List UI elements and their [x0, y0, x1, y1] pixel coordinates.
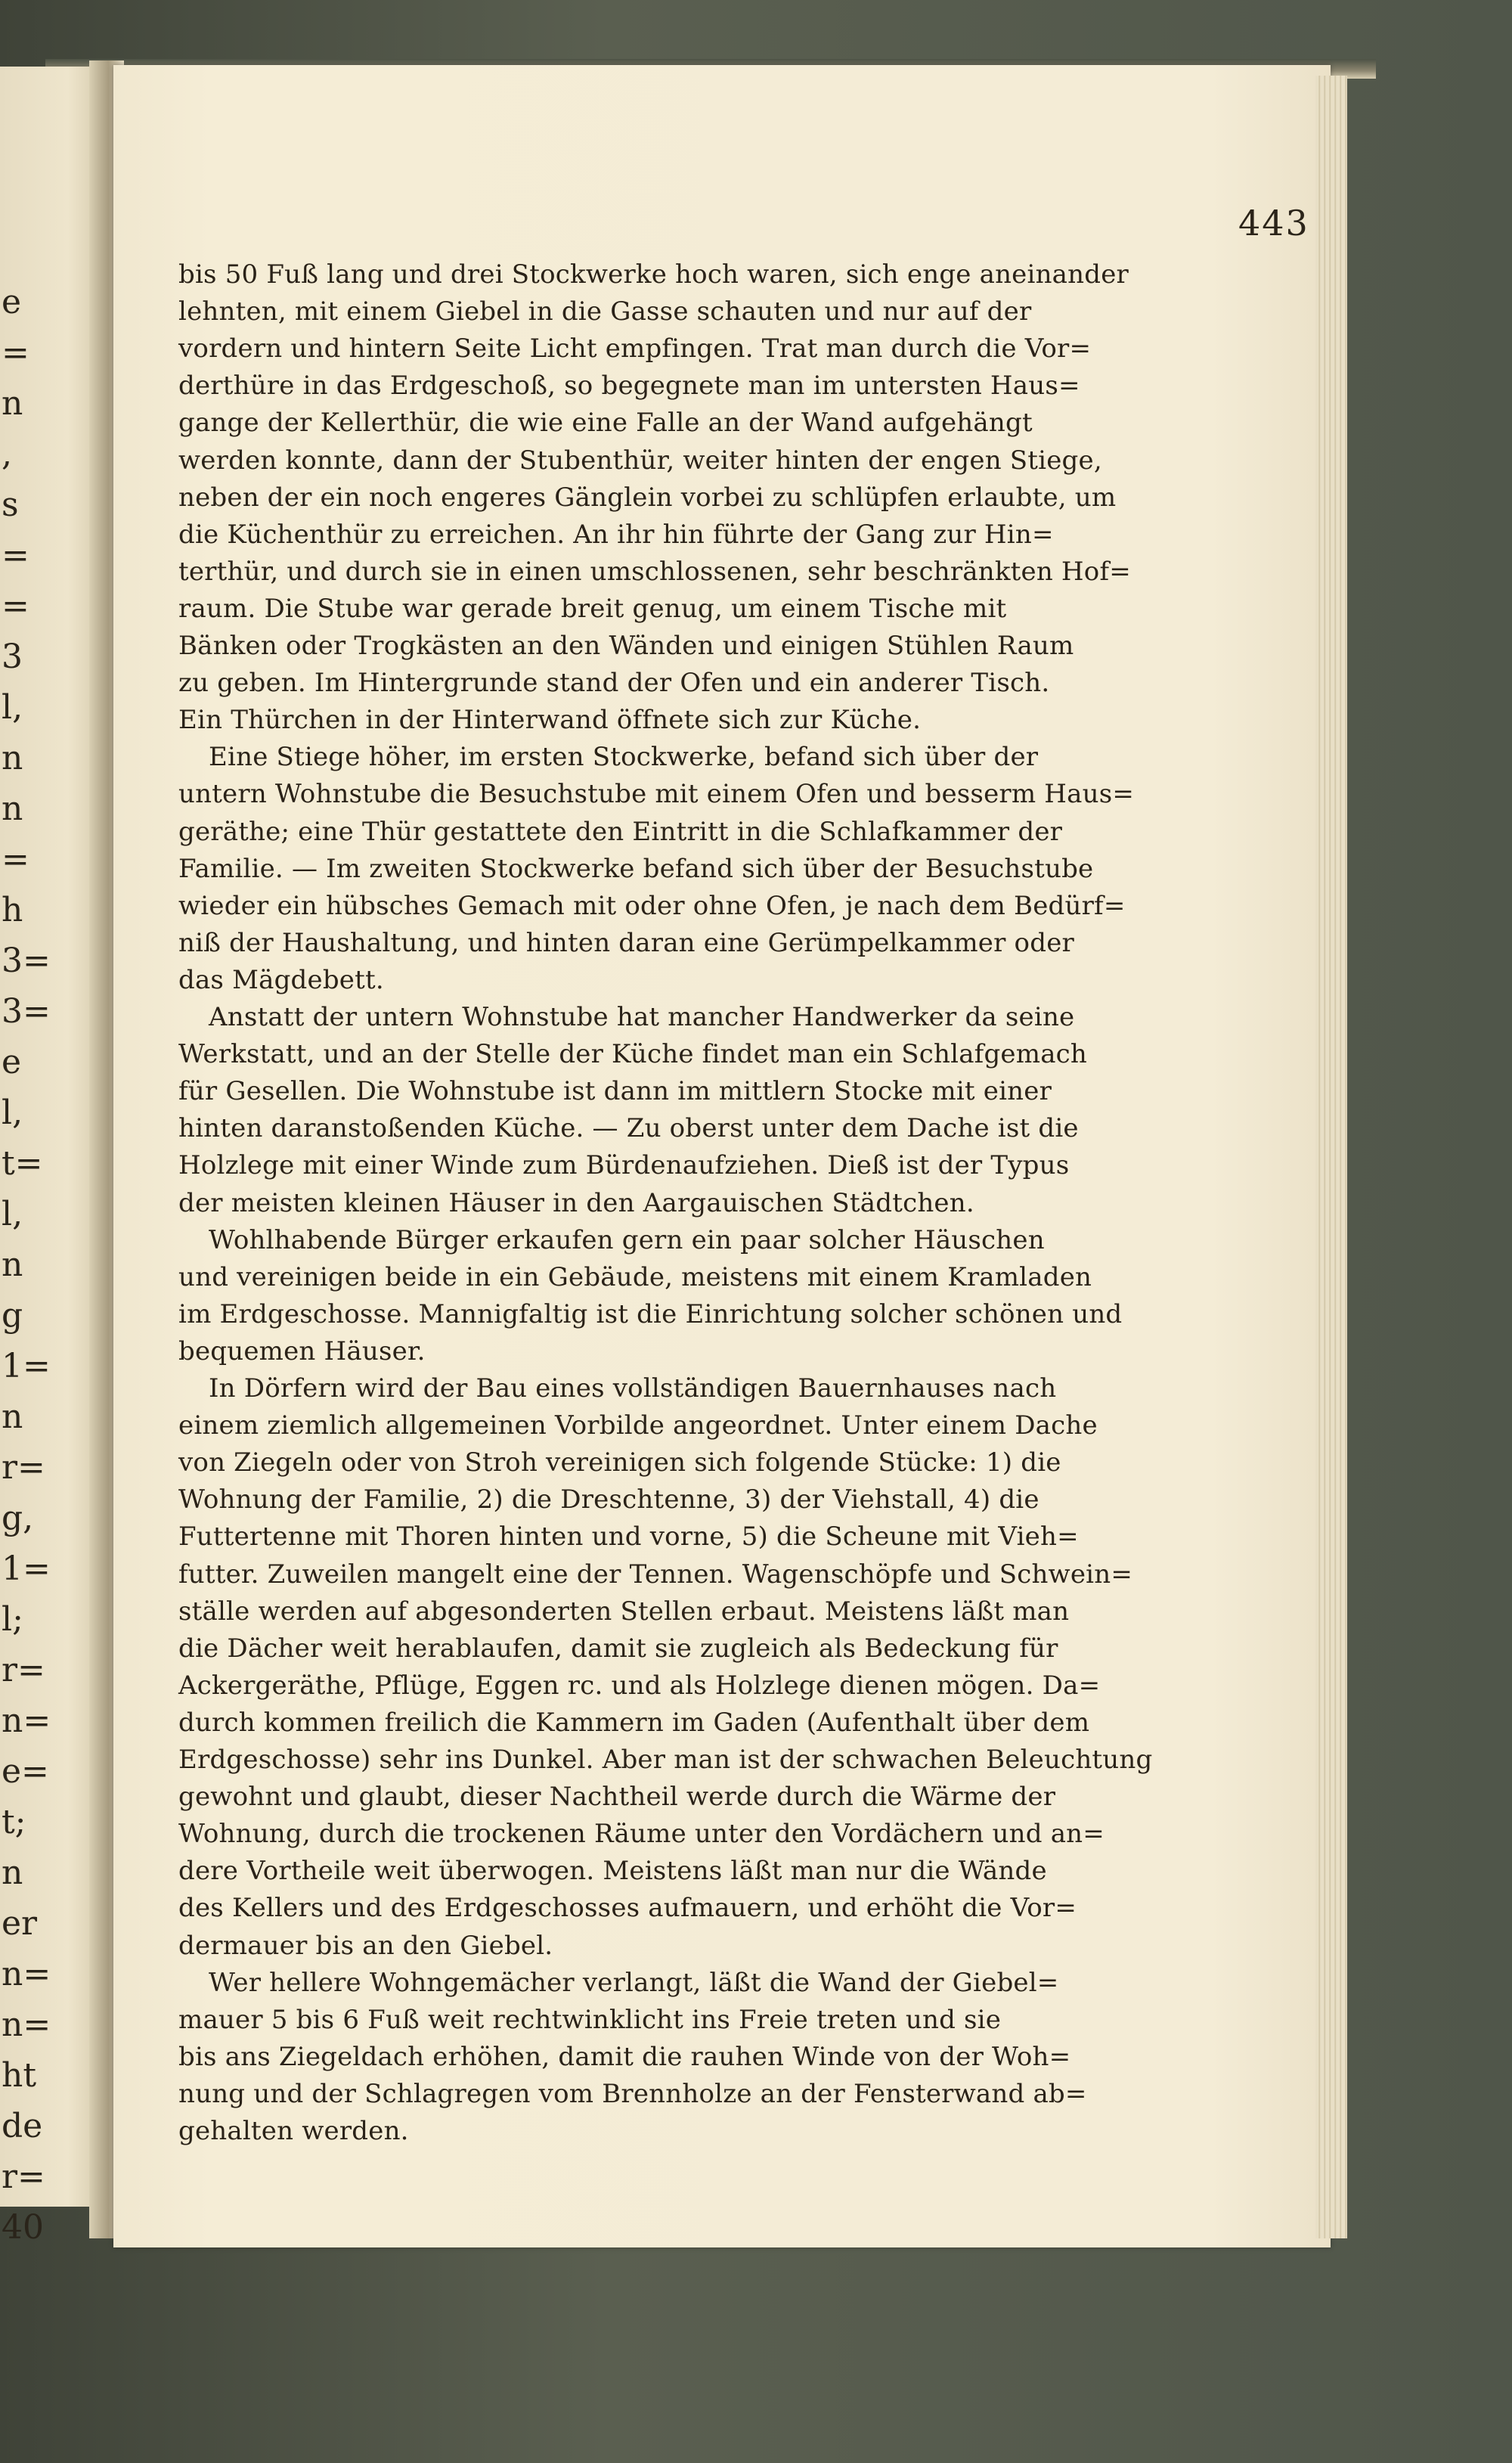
left-page-fragment: n=: [2, 2005, 51, 2044]
left-page-fragment: r=: [2, 1448, 45, 1487]
text-line: Werkstatt, und an der Stelle der Küche findet man ein Schlafgemach: [178, 1039, 1088, 1070]
left-page-fragment: l,: [2, 1093, 23, 1132]
text-line: lehnten, mit einem Giebel in die Gasse schauten und nur auf der: [178, 296, 1032, 327]
left-page-fragment: s: [2, 485, 19, 524]
left-page-fragment: ht: [2, 2056, 37, 2095]
left-page-fragment: n: [2, 1397, 23, 1436]
left-page-fragment: r=: [2, 2157, 45, 2196]
text-line: niß der Haushaltung, und hinten daran eine Gerümpelkammer oder: [178, 927, 1074, 958]
left-page-fragment: 1=: [2, 1549, 51, 1588]
left-page-fragment: 3=: [2, 992, 51, 1031]
text-line: Ein Thürchen in der Hinterwand öffnete sich zur Küche.: [178, 705, 922, 736]
left-page-fragment: e: [2, 1043, 22, 1081]
left-page-fragment: =: [2, 840, 29, 879]
text-line: einem ziemlich allgemeinen Vorbilde angeordnet. Unter einem Dache: [178, 1410, 1098, 1441]
text-line: vordern und hintern Seite Licht empfingen. Trat man durch die Vor=: [178, 333, 1092, 364]
text-line: für Gesellen. Die Wohnstube ist dann im mittlern Stocke mit einer: [178, 1076, 1052, 1107]
text-line: ställe werden auf abgesonderten Stellen erbaut. Meistens läßt man: [178, 1596, 1070, 1627]
text-line: Familie. — Im zweiten Stockwerke befand sich über der Besuchstube: [178, 853, 1094, 884]
left-page-fragment: n: [2, 1853, 23, 1892]
text-line: Wohlhabende Bürger erkaufen gern ein paar solcher Häuschen: [209, 1224, 1045, 1255]
text-line: Eine Stiege höher, im ersten Stockwerke, befand sich über der: [209, 742, 1039, 773]
left-page-fragment: l;: [2, 1600, 23, 1639]
text-line: die Küchenthür zu erreichen. An ihr hin führte der Gang zur Hin=: [178, 519, 1054, 550]
left-page-fragment: =: [2, 587, 29, 625]
text-line: Futtertenne mit Thoren hinten und vorne, 5) die Scheune mit Vieh=: [178, 1522, 1079, 1553]
left-page-fragment: l,: [2, 1195, 23, 1233]
left-page-fragment: n=: [2, 1701, 51, 1740]
text-line: dermauer bis an den Giebel.: [178, 1930, 553, 1961]
text-line: von Ziegeln oder von Stroh vereinigen sich folgende Stücke: 1) die: [178, 1447, 1061, 1478]
text-line: wieder ein hübsches Gemach mit oder ohne Ofen, je nach dem Bedürf=: [178, 890, 1126, 921]
left-page-fragment: n=: [2, 1955, 51, 1993]
text-line: gehalten werden.: [178, 2116, 409, 2146]
text-line: Holzlege mit einer Winde zum Bürdenaufziehen. Dieß ist der Typus: [178, 1150, 1070, 1181]
left-page-fragment: n: [2, 384, 23, 423]
text-line: das Mägdebett.: [178, 964, 384, 995]
left-page-fragment: 1=: [2, 1347, 51, 1385]
text-line: Wer hellere Wohngemächer verlangt, läßt die Wand der Giebel=: [209, 1967, 1059, 1998]
text-line: die Dächer weit herablaufen, damit sie zugleich als Bedeckung für: [178, 1633, 1058, 1664]
page-stack-edge: [1315, 76, 1347, 2238]
text-line: Bänken oder Trogkästen an den Wänden und einigen Stühlen Raum: [178, 631, 1074, 661]
text-line: durch kommen freilich die Kammern im Gaden (Aufenthalt über dem: [178, 1707, 1090, 1738]
text-line: terthür, und durch sie in einen umschlossenen, sehr beschränkten Hof=: [178, 556, 1131, 587]
left-page-fragment: g: [2, 1296, 23, 1335]
left-page-fragment: l,: [2, 688, 23, 727]
text-line: dere Vortheile weit überwogen. Meistens läßt man nur die Wände: [178, 1856, 1047, 1887]
text-line: futter. Zuweilen mangelt eine der Tennen. Wagenschöpfe und Schwein=: [178, 1559, 1133, 1590]
text-line: Anstatt der untern Wohnstube hat mancher Handwerker da seine: [209, 1002, 1075, 1032]
left-page-fragment: 40: [2, 2208, 44, 2247]
text-line: neben der ein noch engeres Gänglein vorbei zu schlüpfen erlaubte, um: [178, 482, 1117, 513]
text-line: Ackergeräthe, Pflüge, Eggen rc. und als Holzlege dienen mögen. Da=: [178, 1670, 1101, 1701]
text-line: der meisten kleinen Häuser in den Aargauischen Städtchen.: [178, 1187, 974, 1218]
left-page-fragment: h: [2, 891, 23, 929]
text-line: hinten daranstoßenden Küche. — Zu oberst unter dem Dache ist die: [178, 1113, 1079, 1144]
left-page-fragment: 3=: [2, 941, 51, 980]
left-page-fragment: n: [2, 789, 23, 828]
left-page-fragment: 3: [2, 637, 23, 676]
text-line: derthüre in das Erdgeschoß, so begegnete man im untersten Haus=: [178, 371, 1080, 402]
text-line: untern Wohnstube die Besuchstube mit einem Ofen und besserm Haus=: [178, 779, 1135, 810]
left-page-fragment: e: [2, 283, 22, 321]
text-line: In Dörfern wird der Bau eines vollständigen Bauernhauses nach: [209, 1373, 1057, 1404]
text-line: Wohnung, durch die trockenen Räume unter den Vordächern und an=: [178, 1819, 1105, 1850]
text-line: bis ans Ziegeldach erhöhen, damit die rauhen Winde von der Woh=: [178, 2041, 1071, 2072]
text-line: mauer 5 bis 6 Fuß weit rechtwinklicht ins Freie treten und sie: [178, 2004, 1002, 2035]
text-line: Erdgeschosse) sehr ins Dunkel. Aber man ist der schwachen Beleuchtung: [178, 1745, 1153, 1775]
text-line: werden konnte, dann der Stubenthür, weiter hinten der engen Stiege,: [178, 445, 1102, 476]
text-line: bis 50 Fuß lang und drei Stockwerke hoch waren, sich enge aneinander: [178, 259, 1129, 290]
text-line: zu geben. Im Hintergrunde stand der Ofen und ein anderer Tisch.: [178, 668, 1050, 699]
left-page-fragment: n: [2, 739, 23, 777]
left-page-fragment: t=: [2, 1144, 43, 1183]
text-line: bequemen Häuser.: [178, 1335, 426, 1366]
text-line: geräthe; eine Thür gestattete den Eintritt in die Schlafkammer der: [178, 816, 1063, 847]
text-line: nung und der Schlagregen vom Brennholze an der Fensterwand ab=: [178, 2078, 1087, 2109]
left-page-fragment: n: [2, 1245, 23, 1284]
left-page-fragment: =: [2, 333, 29, 372]
text-line: gewohnt und glaubt, dieser Nachtheil werde durch die Wärme der: [178, 1782, 1056, 1813]
text-line: Wohnung der Familie, 2) die Dreschtenne, 3) der Viehstall, 4) die: [178, 1484, 1040, 1515]
left-page-fragment: ,: [2, 435, 12, 473]
left-page-fragment: de: [2, 2107, 43, 2145]
left-page-fragment: =: [2, 536, 29, 575]
left-page-fragments: [0, 283, 51, 2252]
text-line: raum. Die Stube war gerade breit genug, um einem Tische mit: [178, 593, 1007, 624]
page-number: 443: [1238, 203, 1309, 244]
text-line: im Erdgeschosse. Mannigfaltig ist die Einrichtung solcher schönen und: [178, 1298, 1123, 1329]
text-line: gange der Kellerthür, die wie eine Falle an der Wand aufgehängt: [178, 408, 1033, 439]
left-page-fragment: er: [2, 1904, 38, 1943]
left-page-fragment: e=: [2, 1752, 49, 1791]
left-page-fragment: g,: [2, 1499, 34, 1537]
text-line: des Kellers und des Erdgeschosses aufmauern, und erhöht die Vor=: [178, 1893, 1077, 1924]
text-line: und vereinigen beide in ein Gebäude, meistens mit einem Kramladen: [178, 1261, 1092, 1292]
left-page-fragment: r=: [2, 1651, 45, 1689]
left-page-fragment: t;: [2, 1803, 26, 1841]
